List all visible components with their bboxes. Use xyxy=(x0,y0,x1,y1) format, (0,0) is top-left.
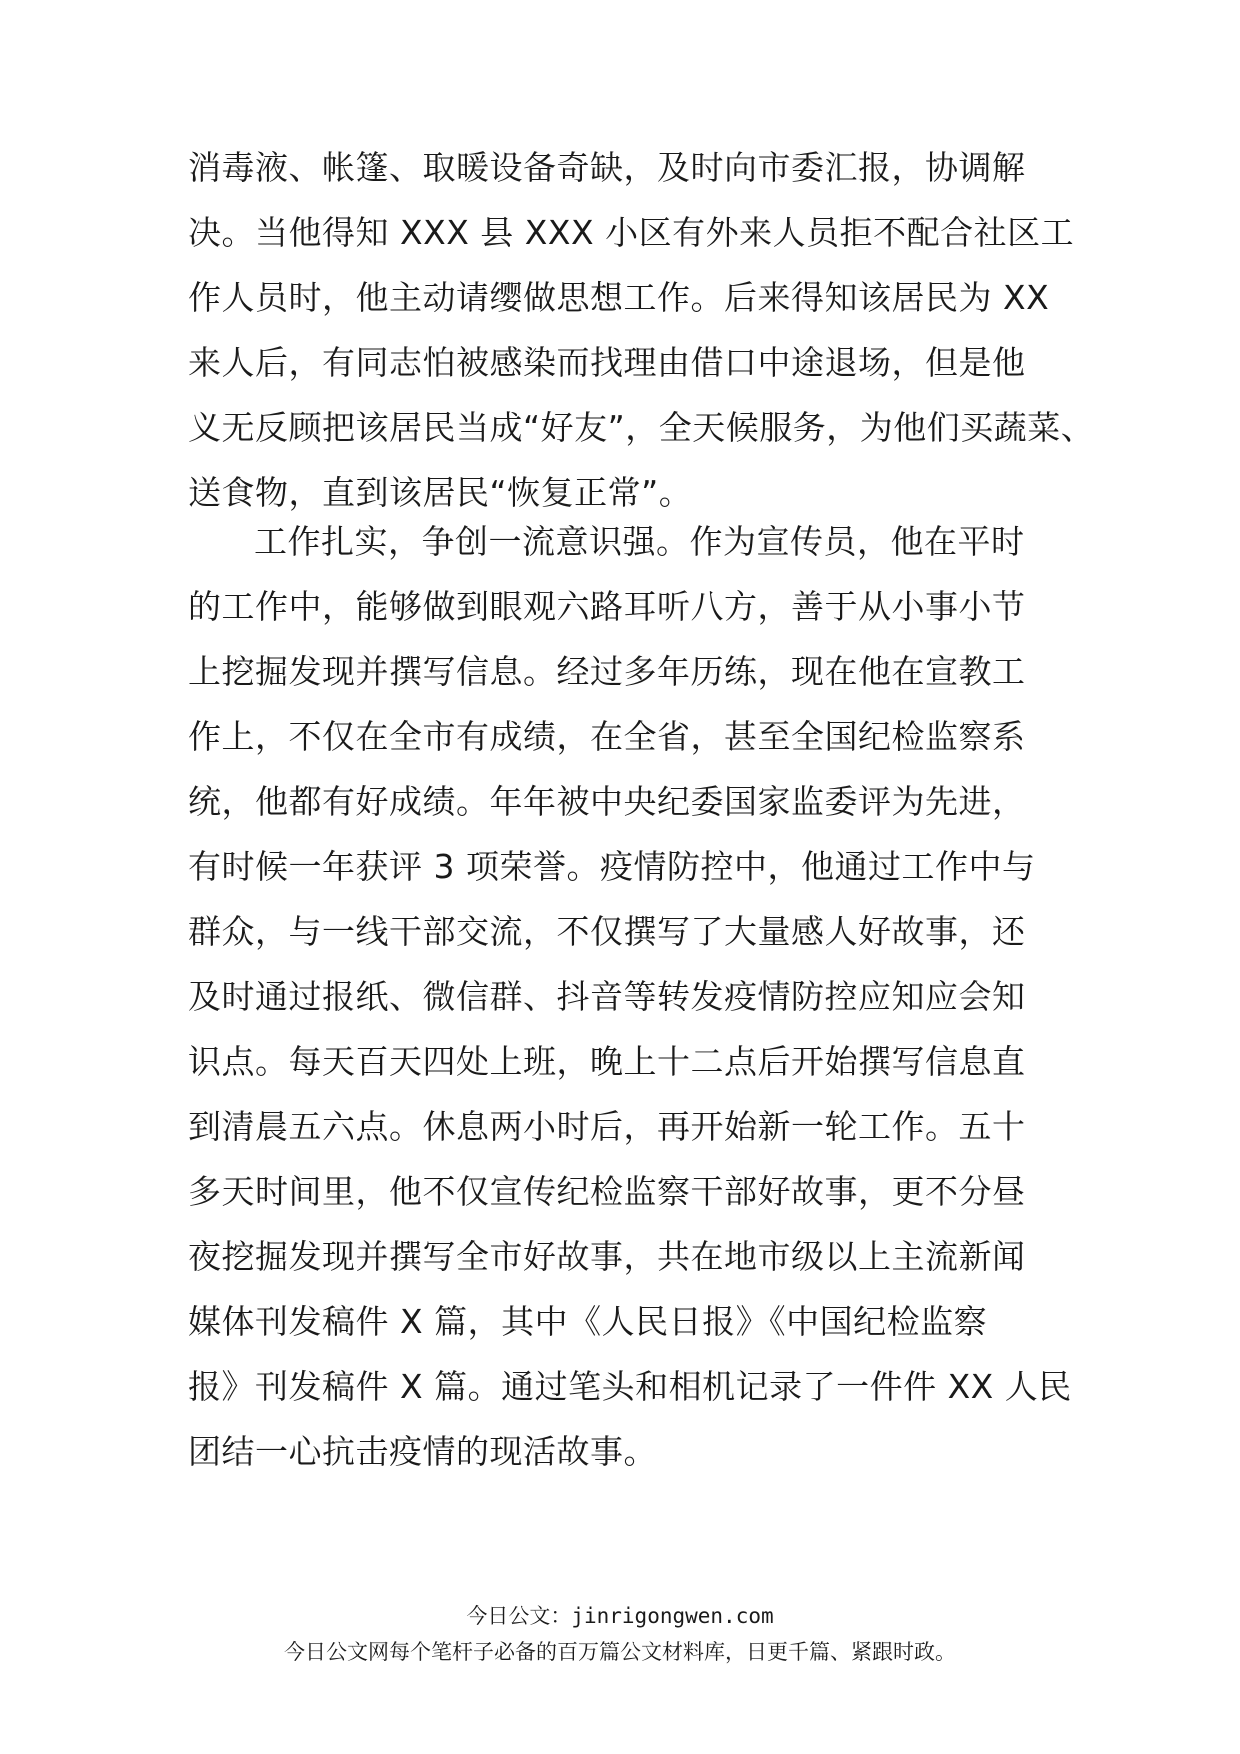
paragraph-2 xyxy=(188,509,1072,1484)
paragraph-line: 决。当他得知 XXX 县 XXX 小区有外来人员拒不配合社区工 xyxy=(188,213,1075,252)
paragraph-line: 识点。每天百天四处上班，晚上十二点后开始撰写信息直 xyxy=(188,1042,1026,1081)
footer-slogan: 今日公文网每个笔杆子必备的百万篇公文材料库，日更千篇、紧跟时政。 xyxy=(284,1640,956,1664)
paragraph-line: 工作扎实，争创一流意识强。作为宣传员，他在平时 xyxy=(254,522,1025,561)
paragraph-line: 的工作中，能够做到眼观六路耳听八方，善于从小事小节 xyxy=(188,587,1026,626)
footer-site-line xyxy=(0,1600,1240,1630)
paragraph-line: 报》刊发稿件 X 篇。通过笔头和相机记录了一件件 XX 人民 xyxy=(188,1367,1072,1406)
paragraph-line: 上挖掘发现并撰写信息。经过多年历练，现在他在宣教工 xyxy=(188,652,1026,691)
paragraph-line: 及时通过报纸、微信群、抖音等转发疫情防控应知应会知 xyxy=(188,977,1026,1016)
paragraph-line: 作人员时，他主动请缨做思想工作。后来得知该居民为 XX xyxy=(188,278,1050,317)
paragraph-line: 媒体刊发稿件 X 篇，其中《人民日报》《中国纪检监察 xyxy=(188,1302,988,1341)
paragraph-1 xyxy=(188,135,1095,525)
paragraph-line: 统，他都有好成绩。年年被中央纪委国家监委评为先进， xyxy=(188,782,1026,821)
paragraph-line: 群众，与一线干部交流，不仅撰写了大量感人好故事，还 xyxy=(188,912,1026,951)
paragraph-line: 多天时间里，他不仅宣传纪检监察干部好故事，更不分昼 xyxy=(188,1172,1026,1211)
paragraph-line: 团结一心抗击疫情的现活故事。 xyxy=(188,1432,657,1471)
paragraph-line: 义无反顾把该居民当成“好友”，全天候服务，为他们买蔬菜、 xyxy=(188,408,1095,447)
paragraph-line: 到清晨五六点。休息两小时后，再开始新一轮工作。五十 xyxy=(188,1107,1026,1146)
paragraph-line: 消毒液、帐篷、取暖设备奇缺，及时向市委汇报，协调解 xyxy=(188,148,1026,187)
paragraph-line: 来人后，有同志怕被感染而找理由借口中途退场，但是他 xyxy=(188,343,1026,382)
paragraph-line: 作上，不仅在全市有成绩，在全省，甚至全国纪检监察系 xyxy=(188,717,1026,756)
footer-site-label: 今日公文： xyxy=(466,1604,572,1628)
paragraph-line: 夜挖掘发现并撰写全市好故事，共在地市级以上主流新闻 xyxy=(188,1237,1026,1276)
paragraph-line: 送食物，直到该居民“恢复正常”。 xyxy=(188,473,693,512)
footer-site-link[interactable]: jinrigongwen.com xyxy=(571,1604,774,1628)
paragraph-line: 有时候一年获评 3 项荣誉。疫情防控中，他通过工作中与 xyxy=(188,847,1036,886)
